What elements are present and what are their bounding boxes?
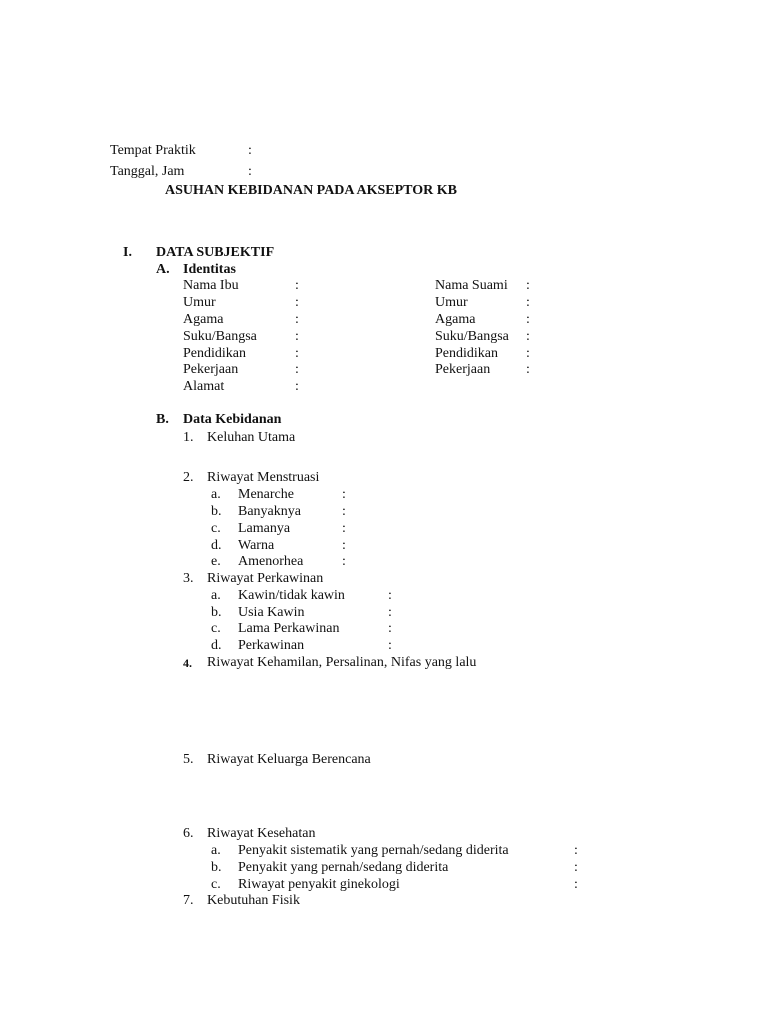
ibu-colon: : xyxy=(295,346,299,361)
sub-letter: d. xyxy=(211,638,222,653)
sub-label: Banyaknya xyxy=(238,504,301,519)
suami-field: Pendidikan xyxy=(435,346,498,361)
sub-label: Usia Kawin xyxy=(238,605,305,620)
sub-letter: e. xyxy=(211,554,221,569)
suami-colon: : xyxy=(526,362,530,377)
sub-colon: : xyxy=(574,843,578,858)
sub-label: Lamanya xyxy=(238,521,291,536)
item-label: Keluhan Utama xyxy=(207,430,296,445)
ibu-field: Pekerjaan xyxy=(183,362,239,377)
item-number: 1. xyxy=(183,430,194,445)
document-title: ASUHAN KEBIDANAN PADA AKSEPTOR KB xyxy=(165,183,457,198)
ibu-colon: : xyxy=(295,278,299,293)
sub-colon: : xyxy=(388,588,392,603)
sub-letter: c. xyxy=(211,877,221,892)
sub-label: Penyakit yang pernah/sedang diderita xyxy=(238,860,449,875)
sub-letter: c. xyxy=(211,621,221,636)
suami-colon: : xyxy=(526,346,530,361)
sub-label: Riwayat penyakit ginekologi xyxy=(238,877,400,892)
sub-colon: : xyxy=(388,638,392,653)
kebidanan-letter: B. xyxy=(156,412,169,427)
sub-letter: c. xyxy=(211,521,221,536)
ibu-field: Agama xyxy=(183,312,224,327)
sub-label: Warna xyxy=(238,538,275,553)
sub-letter: b. xyxy=(211,605,222,620)
tanggal-jam-label: Tanggal, Jam xyxy=(110,164,185,179)
ibu-colon: : xyxy=(295,312,299,327)
sub-letter: b. xyxy=(211,860,222,875)
ibu-field: Suku/Bangsa xyxy=(183,329,257,344)
sub-letter: a. xyxy=(211,843,221,858)
section-numeral: I. xyxy=(123,245,132,260)
sub-colon: : xyxy=(342,538,346,553)
suami-colon: : xyxy=(526,295,530,310)
sub-colon: : xyxy=(388,621,392,636)
tanggal-jam-colon: : xyxy=(248,164,252,179)
item-number: 6. xyxy=(183,826,194,841)
item-label: Riwayat Perkawinan xyxy=(207,571,324,586)
sub-colon: : xyxy=(574,877,578,892)
suami-field: Suku/Bangsa xyxy=(435,329,509,344)
ibu-field: Nama Ibu xyxy=(183,278,239,293)
section-title: DATA SUBJEKTIF xyxy=(156,245,275,260)
sub-label: Menarche xyxy=(238,487,294,502)
suami-colon: : xyxy=(526,312,530,327)
suami-field: Agama xyxy=(435,312,476,327)
ibu-colon: : xyxy=(295,362,299,377)
sub-letter: a. xyxy=(211,588,221,603)
sub-letter: d. xyxy=(211,538,222,553)
ibu-colon: : xyxy=(295,379,299,394)
identitas-title: Identitas xyxy=(183,262,236,277)
item-label: Riwayat Kehamilan, Persalinan, Nifas yang lalu xyxy=(207,655,477,670)
sub-colon: : xyxy=(342,554,346,569)
sub-colon: : xyxy=(342,521,346,536)
ibu-colon: : xyxy=(295,329,299,344)
suami-field: Umur xyxy=(435,295,468,310)
sub-label: Lama Perkawinan xyxy=(238,621,340,636)
ibu-field: Umur xyxy=(183,295,216,310)
tempat-praktik-colon: : xyxy=(248,143,252,158)
identitas-letter: A. xyxy=(156,262,170,277)
item-label: Riwayat Menstruasi xyxy=(207,470,320,485)
suami-colon: : xyxy=(526,329,530,344)
kebidanan-title: Data Kebidanan xyxy=(183,412,282,427)
sub-letter: b. xyxy=(211,504,222,519)
sub-label: Kawin/tidak kawin xyxy=(238,588,345,603)
sub-colon: : xyxy=(388,605,392,620)
sub-colon: : xyxy=(342,504,346,519)
sub-label: Amenorhea xyxy=(238,554,304,569)
sub-colon: : xyxy=(342,487,346,502)
sub-letter: a. xyxy=(211,487,221,502)
ibu-colon: : xyxy=(295,295,299,310)
suami-field: Nama Suami xyxy=(435,278,508,293)
item-number: 7. xyxy=(183,893,194,908)
sub-label: Perkawinan xyxy=(238,638,305,653)
item-label: Riwayat Kesehatan xyxy=(207,826,316,841)
suami-colon: : xyxy=(526,278,530,293)
item-label: Riwayat Keluarga Berencana xyxy=(207,752,371,767)
item-label: Kebutuhan Fisik xyxy=(207,893,300,908)
item-number: 4. xyxy=(183,656,192,670)
ibu-field: Pendidikan xyxy=(183,346,246,361)
tempat-praktik-label: Tempat Praktik xyxy=(110,143,196,158)
item-number: 3. xyxy=(183,571,194,586)
suami-field: Pekerjaan xyxy=(435,362,491,377)
ibu-field: Alamat xyxy=(183,379,225,394)
sub-colon: : xyxy=(574,860,578,875)
item-number: 5. xyxy=(183,752,194,767)
sub-label: Penyakit sistematik yang pernah/sedang diderita xyxy=(238,843,509,858)
item-number: 2. xyxy=(183,470,194,485)
